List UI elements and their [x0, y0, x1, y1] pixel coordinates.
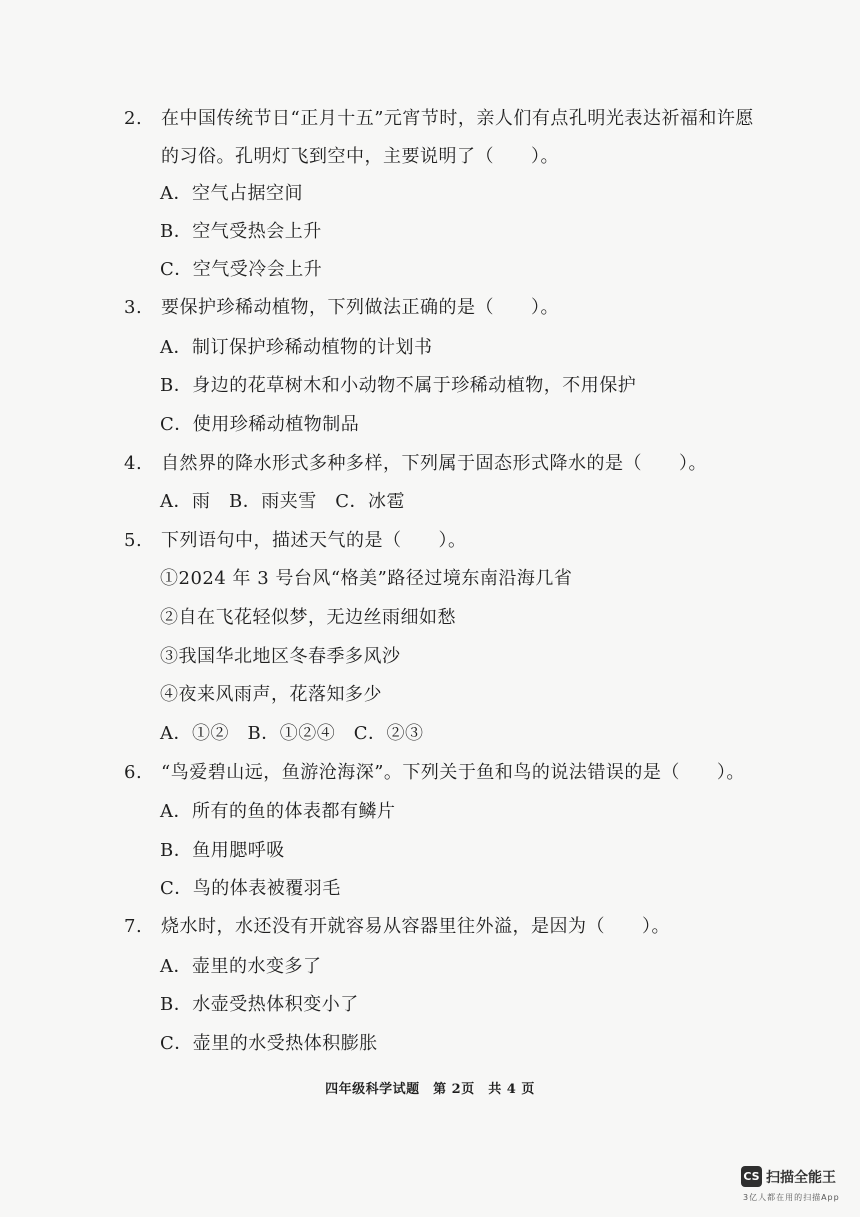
answer-option: A．空气占据空间	[160, 183, 303, 204]
answer-option: C．使用珍稀动植物制品	[160, 414, 360, 435]
answer-option: C．空气受冷会上升	[160, 259, 323, 280]
answer-option: A．①② B．①②④ C．②③	[160, 723, 424, 744]
watermark-tagline: 3亿人都在用的扫描App	[743, 1193, 840, 1202]
question-stem-line: “鸟爱碧山远，鱼游沧海深”。下列关于鱼和鸟的说法错误的是（ ）。	[161, 762, 745, 783]
question-number: 5.	[124, 530, 143, 551]
question-number: 2.	[124, 108, 143, 129]
answer-option: ④夜来风雨声，花落知多少	[160, 684, 382, 705]
answer-option: A．雨 B．雨夹雪 C．冰雹	[160, 491, 405, 512]
question-stem-line: 下列语句中，描述天气的是（ ）。	[161, 530, 467, 551]
answer-option: ①2024 年 3 号台风“格美”路径过境东南沿海几省	[160, 568, 573, 589]
answer-option: B．鱼用腮呼吸	[160, 840, 285, 861]
question-stem-line: 要保护珍稀动植物，下列做法正确的是（ ）。	[161, 297, 559, 318]
page-footer: 四年级科学试题 第 2页 共 4 页	[325, 1082, 535, 1097]
question-stem-line: 的习俗。孔明灯飞到空中，主要说明了（ ）。	[161, 146, 559, 167]
question-number: 6.	[124, 762, 143, 783]
answer-option: C．鸟的体表被覆羽毛	[160, 878, 341, 899]
answer-option: A．制订保护珍稀动植物的计划书	[160, 337, 433, 358]
answer-option: ②自在飞花轻似梦，无边丝雨细如愁	[160, 607, 456, 628]
answer-option: ③我国华北地区冬春季多风沙	[160, 646, 401, 667]
question-number: 7.	[124, 916, 143, 937]
answer-option: A．所有的鱼的体表都有鳞片	[160, 801, 396, 822]
watermark-app-name: 扫描全能王	[766, 1170, 836, 1186]
question-number: 3.	[124, 297, 143, 318]
answer-option: C．壶里的水受热体积膨胀	[160, 1033, 378, 1054]
answer-option: B．身边的花草树木和小动物不属于珍稀动植物，不用保护	[160, 375, 637, 396]
scanner-watermark	[741, 1166, 845, 1206]
answer-option: A．壶里的水变多了	[160, 956, 322, 977]
camscanner-logo-icon: CS	[741, 1166, 762, 1187]
answer-option: B．水壶受热体积变小了	[160, 994, 359, 1015]
answer-option: B．空气受热会上升	[160, 221, 322, 242]
question-number: 4.	[124, 453, 143, 474]
question-stem-line: 在中国传统节日“正月十五”元宵节时，亲人们有点孔明光表达祈福和许愿	[161, 108, 754, 129]
question-stem-line: 烧水时，水还没有开就容易从容器里往外溢，是因为（ ）。	[161, 916, 670, 937]
question-stem-line: 自然界的降水形式多种多样，下列属于固态形式降水的是（ ）。	[161, 453, 707, 474]
